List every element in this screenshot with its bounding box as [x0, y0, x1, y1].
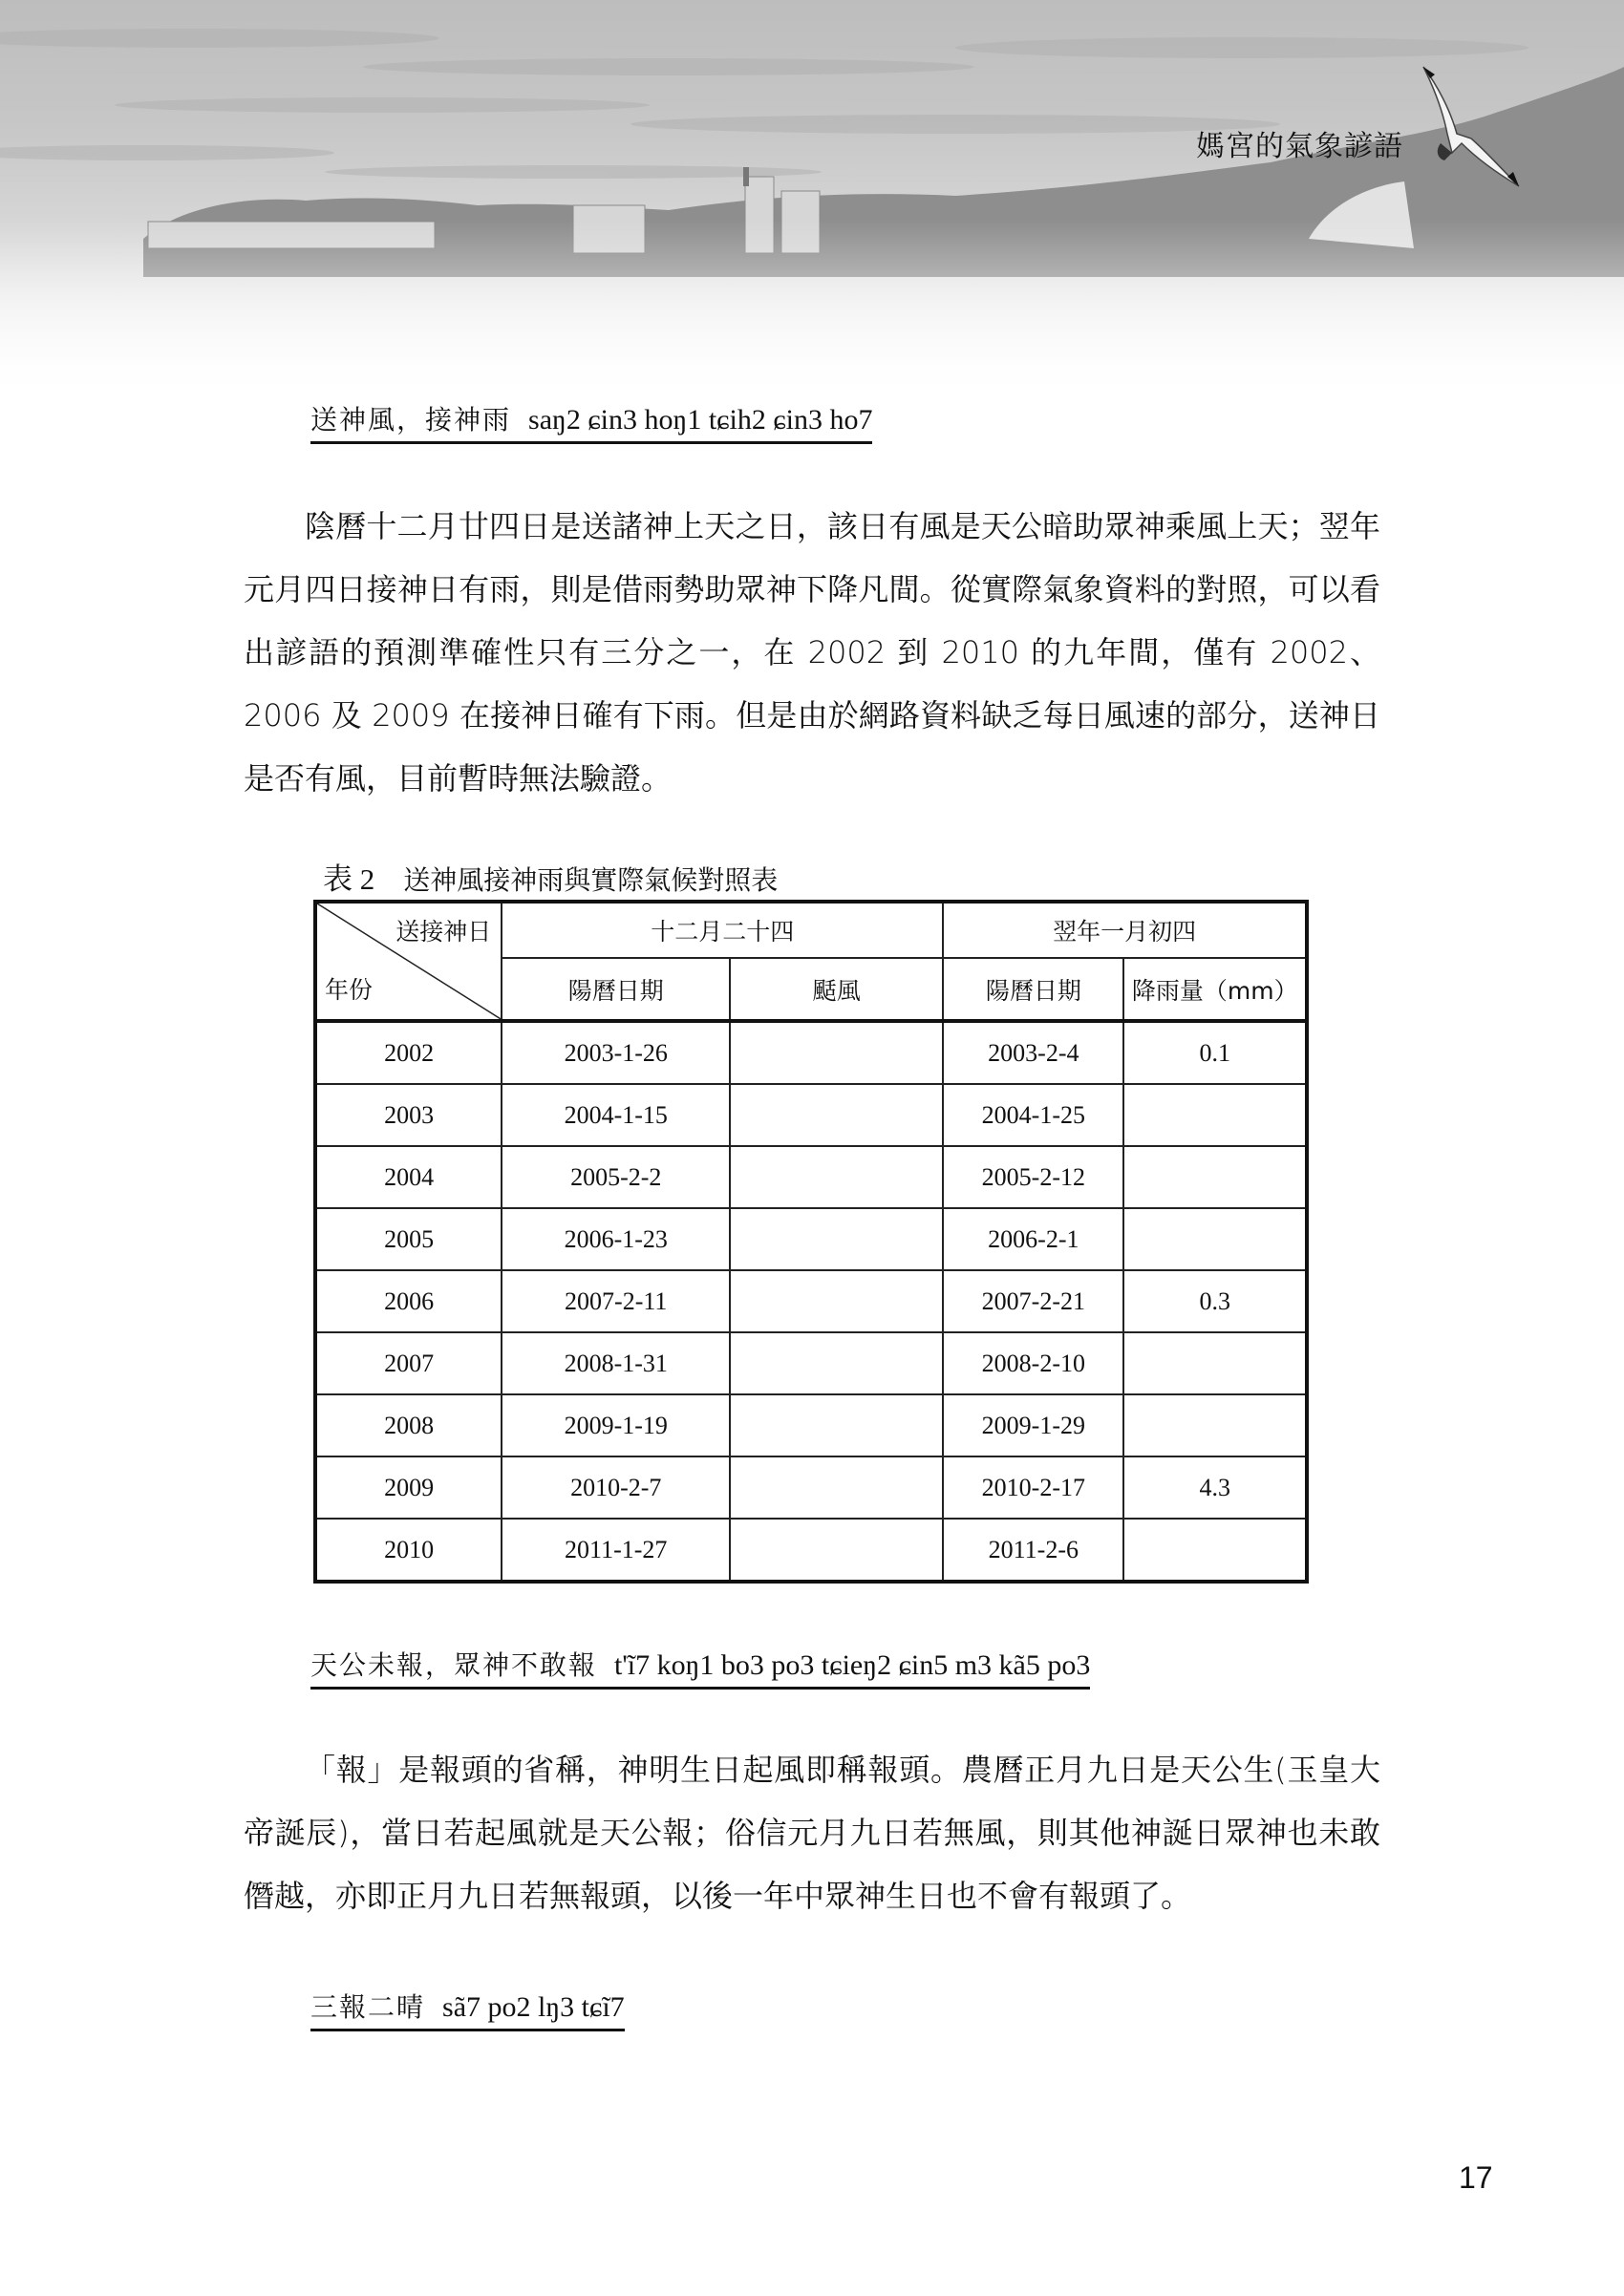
table-row [315, 1519, 1307, 1582]
tower [743, 167, 749, 186]
wind-cell [730, 1270, 943, 1332]
column-header: 陽曆日期 [943, 958, 1123, 1021]
send-date-cell: 2007-2-11 [502, 1270, 730, 1332]
proverb-heading-romanization: sã7 po2 lŋ3 tɕĩ7 [442, 1991, 625, 2023]
paragraph-text: 陰曆十二月廿四日是送諸神上天之日，該日有風是天公暗助眾神乘風上天；翌年元月四日接神日有雨，則是借雨勢助眾神下降凡間。從實際氣象資料的對照，可以看出諺語的預測準確性只有三分之一，在 2002 到 2010 的九年間，僅有 2002、2006 及 2009 在接神日確有下雨。但是由於網路資料缺乏每日風速的部分，送神日是否有風，目前暫時無法驗證。 [244, 508, 1380, 797]
corner-label-top: 送接神日 [395, 918, 492, 946]
body-paragraph-2 [244, 1738, 1380, 1927]
column-header: 陽曆日期 [502, 958, 730, 1021]
column-header: 颳風 [730, 958, 943, 1021]
table-corner-header [315, 902, 502, 1021]
year-cell: 2006 [315, 1270, 502, 1332]
rainfall-cell [1123, 1208, 1307, 1270]
receive-date-cell: 2008-2-10 [943, 1332, 1123, 1394]
rainfall-cell: 4.3 [1123, 1456, 1307, 1519]
rainfall-cell [1123, 1146, 1307, 1208]
group-header-send: 十二月二十四 [502, 902, 943, 958]
paragraph-text: 「報」是報頭的省稱，神明生日起風即稱報頭。農曆正月九日是天公生(玉皇大帝誕辰)，當日若起風就是天公報；俗信元月九日若無風，則其他神誕日眾神也未敢僭越，亦即正月九日若無報頭，以後一年中眾神生日也不會有報頭了。 [244, 1752, 1380, 1914]
year-cell: 2009 [315, 1456, 502, 1519]
year-cell: 2003 [315, 1084, 502, 1146]
seascape-illustration [0, 0, 1624, 401]
year-cell: 2005 [315, 1208, 502, 1270]
table-row [315, 1332, 1307, 1394]
send-date-cell: 2006-1-23 [502, 1208, 730, 1270]
send-date-cell: 2005-2-2 [502, 1146, 730, 1208]
proverb-heading-romanization: t'ĩ7 koŋ1 bo3 po3 tɕieŋ2 ɕin5 m3 kã5 po3 [614, 1649, 1091, 1681]
table-row [315, 1021, 1307, 1084]
year-cell: 2007 [315, 1332, 502, 1394]
year-cell: 2004 [315, 1146, 502, 1208]
send-date-cell: 2009-1-19 [502, 1394, 730, 1456]
rainfall-cell: 0.3 [1123, 1270, 1307, 1332]
send-date-cell: 2004-1-15 [502, 1084, 730, 1146]
table-row [315, 1456, 1307, 1519]
table-row [315, 1394, 1307, 1456]
receive-date-cell: 2005-2-12 [943, 1146, 1123, 1208]
receive-date-cell: 2011-2-6 [943, 1519, 1123, 1582]
proverb-heading-romanization: saŋ2 ɕin3 hoŋ1 tɕih2 ɕin3 ho7 [528, 404, 873, 436]
rainfall-cell [1123, 1394, 1307, 1456]
wind-cell [730, 1146, 943, 1208]
table-row [315, 1270, 1307, 1332]
table-row [315, 1146, 1307, 1208]
wind-cell [730, 1332, 943, 1394]
wind-cell [730, 1394, 943, 1456]
rainfall-cell: 0.1 [1123, 1021, 1307, 1084]
year-cell: 2002 [315, 1021, 502, 1084]
proverb-heading-2 [310, 1645, 1090, 1690]
header-banner-photo [0, 0, 1624, 401]
corner-label-bottom: 年份 [325, 976, 374, 1004]
table-header-row-groups [315, 902, 1307, 958]
table-body [315, 1021, 1307, 1582]
comparison-table [313, 900, 1309, 1584]
receive-date-cell: 2006-2-1 [943, 1208, 1123, 1270]
send-date-cell: 2010-2-7 [502, 1456, 730, 1519]
send-date-cell: 2008-1-31 [502, 1332, 730, 1394]
proverb-heading-han: 送神風，接神雨 [310, 404, 512, 436]
receive-date-cell: 2010-2-17 [943, 1456, 1123, 1519]
proverb-heading-3 [310, 1987, 625, 2031]
year-cell: 2008 [315, 1394, 502, 1456]
send-date-cell: 2011-1-27 [502, 1519, 730, 1582]
send-date-cell: 2003-1-26 [502, 1021, 730, 1084]
group-header-receive: 翌年一月初四 [943, 902, 1307, 958]
wind-cell [730, 1456, 943, 1519]
column-header: 降雨量（mm） [1123, 958, 1307, 1021]
rainfall-cell [1123, 1519, 1307, 1582]
wind-cell [730, 1519, 943, 1582]
wind-cell [730, 1208, 943, 1270]
receive-date-cell: 2009-1-29 [943, 1394, 1123, 1456]
proverb-heading-1 [310, 399, 872, 444]
receive-date-cell: 2003-2-4 [943, 1021, 1123, 1084]
page-number: 17 [1459, 2160, 1493, 2195]
table-row [315, 1208, 1307, 1270]
body-paragraph-1 [244, 495, 1380, 810]
running-title: 媽宮的氣象諺語 [1196, 130, 1403, 163]
receive-date-cell: 2004-1-25 [943, 1084, 1123, 1146]
wind-cell [730, 1084, 943, 1146]
table-caption-number: 表 2 [323, 862, 375, 896]
proverb-heading-han: 三報二晴 [310, 1991, 426, 2023]
table-row [315, 1084, 1307, 1146]
table-caption-title: 送神風接神雨與實際氣候對照表 [403, 864, 779, 896]
proverb-heading-han: 天公未報，眾神不敢報 [310, 1649, 598, 1681]
receive-date-cell: 2007-2-21 [943, 1270, 1123, 1332]
table-caption [323, 855, 778, 898]
rainfall-cell [1123, 1332, 1307, 1394]
year-cell: 2010 [315, 1519, 502, 1582]
rainfall-cell [1123, 1084, 1307, 1146]
wind-cell [730, 1021, 943, 1084]
